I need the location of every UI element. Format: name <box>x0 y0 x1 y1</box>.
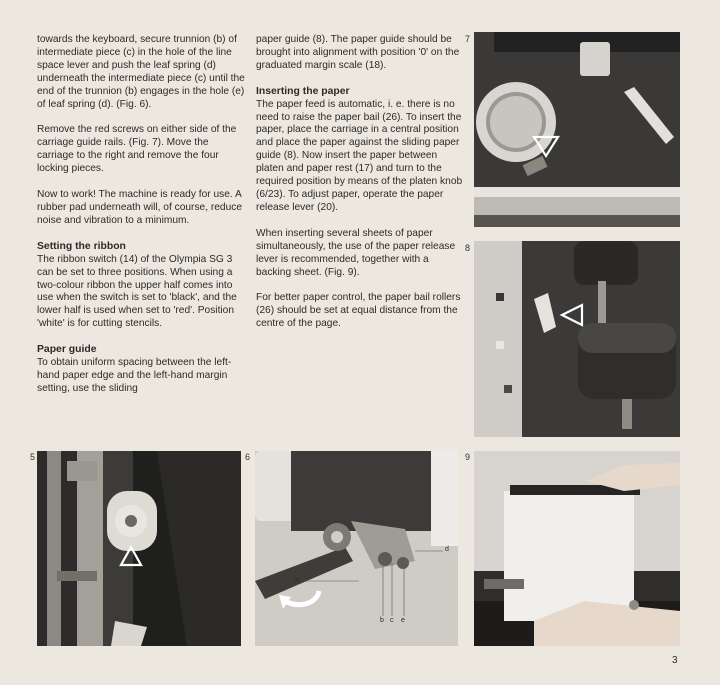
figure-9-number: 9 <box>465 452 471 462</box>
figure-6-number: 6 <box>245 452 251 462</box>
paragraph-paper-guide: To obtain uniform spacing between the left-hand paper edge and the left-hand margin setting, use the sliding <box>37 357 232 394</box>
figure-6-photo <box>255 451 458 646</box>
figure-7-photo <box>474 32 680 227</box>
paragraph-inserting: The paper feed is automatic, i. e. there is no need to raise the paper bail (26). To insert the paper, place the carriage in a central position and place the paper against the sliding paper guide (8). Now insert the paper between platen and paper rest (17) and turn to the required position by means of the platen knob (6/23). To adjust paper, operate the paper release lever (20). <box>256 98 463 213</box>
paragraph-ready: Now to work! The machine is ready for use. A rubber pad underneath will, of course, reduce noise and vibration to a minimum. <box>37 189 243 226</box>
paragraph-ribbon: The ribbon switch (14) of the Olympia SG 3 can be set to three positions. When using a two-colour ribbon the upper half comes into use when the switch is set to 'black', and the lower half is used when set to 'red'. Position 'white' is for cutting stencils. <box>37 253 237 330</box>
paragraph-several-sheets: When inserting several sheets of paper simultaneously, the use of the paper release lever is recommended, together with a backing sheet. (Fig. 9). <box>256 227 456 278</box>
figure-5-photo <box>37 451 241 646</box>
figure-8-photo <box>474 241 680 437</box>
paragraph-bail-rollers: For better paper control, the paper bail rollers (26) should be set at equal distance from the centre of the page. <box>256 292 461 330</box>
heading-inserting-paper: Inserting the paper <box>256 85 350 97</box>
paragraph-red-screws: Remove the red screws on either side of the carriage guide rails. (Fig. 7). Move the carriage to the right and remove the four locking pieces. <box>37 124 237 175</box>
figure-9-photo <box>474 451 680 646</box>
fig6-label-c: c <box>390 617 394 624</box>
fig6-label-e: e <box>401 617 405 624</box>
paragraph-guide-alignment: paper guide (8). The paper guide should be brought into alignment with position '0' on the graduated margin scale (18). <box>256 34 460 71</box>
fig6-label-d: d <box>445 546 449 553</box>
paragraph-trunnion: towards the keyboard, secure trunnion (b) of intermediate piece (c) in the hole of the line space lever and push the leaf spring (d) underneath the intermediate piece (c) until the end of the trunnion (b) engages in the hole (e) of leaf spring (d). (Fig. 6). <box>37 34 245 110</box>
page-number: 3 <box>672 655 678 666</box>
figure-7-number: 7 <box>465 34 471 44</box>
heading-setting-ribbon: Setting the ribbon <box>37 240 126 252</box>
figure-5-number: 5 <box>30 452 36 462</box>
text-column-middle <box>256 34 464 344</box>
heading-paper-guide: Paper guide <box>37 344 97 356</box>
fig6-label-a: a <box>295 577 299 584</box>
figure-8-number: 8 <box>465 243 471 253</box>
fig6-label-b: b <box>380 617 384 624</box>
text-column-left <box>37 34 245 409</box>
